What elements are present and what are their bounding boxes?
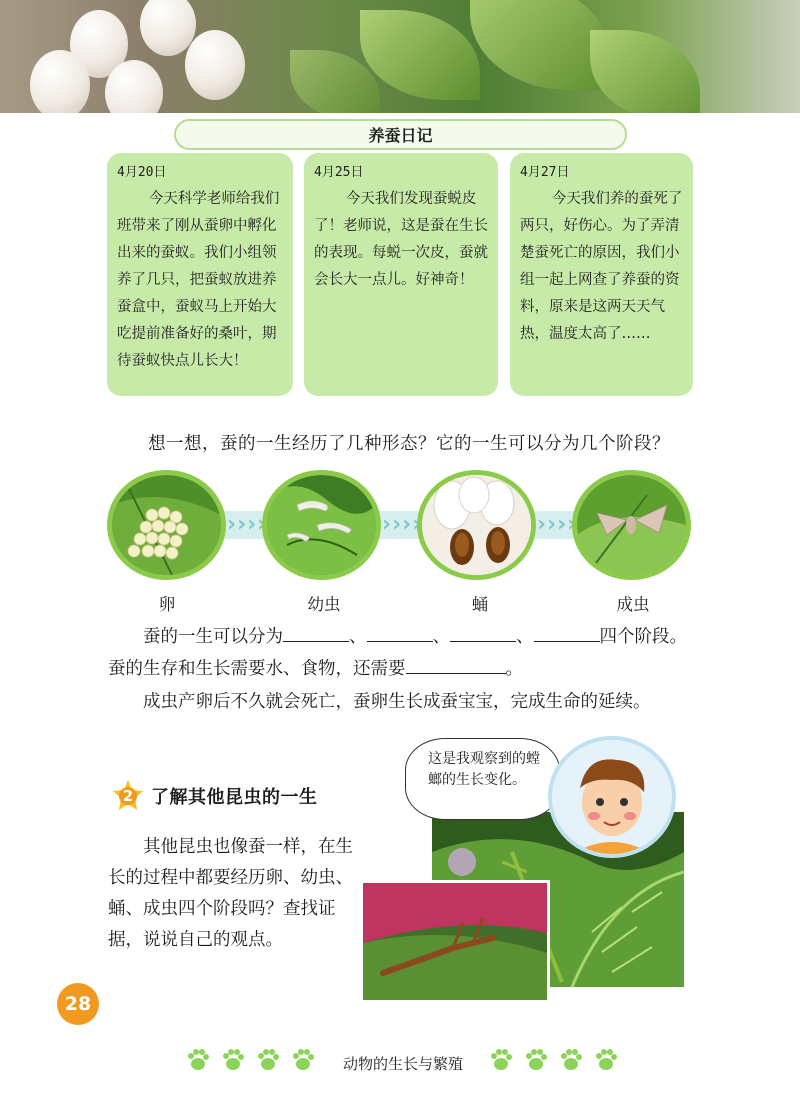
diary-date: 4月27日 — [520, 165, 570, 180]
paw-icon — [257, 1048, 279, 1072]
paw-icon — [187, 1048, 209, 1072]
larva-stage-photo — [262, 470, 381, 580]
pupa-stage-photo — [417, 470, 536, 580]
diary-card — [304, 153, 498, 396]
page-number: 28 — [57, 983, 99, 1025]
diary-note: 今天我们发现蚕蜕皮了！老师说，这是蚕在生长的表现。每蜕一次皮，蚕就会长大一点儿。好神奇！ — [314, 191, 488, 288]
footer-chapter-title: 动物的生长与繁殖 — [342, 1055, 463, 1073]
paw-icon — [525, 1048, 547, 1072]
fill-in-paragraph — [108, 621, 698, 685]
diary-note: 今天科学老师给我们班带来了刚从蚕卵中孵化出来的蚕蚁。我们小组领养了几只，把蚕蚁放进养蚕盒中，蚕蚁马上开始大吃提前准备好的桑叶，期待蚕蚁快点儿长大！ — [117, 191, 280, 369]
diary-card — [510, 153, 693, 396]
egg-shape — [185, 30, 245, 100]
diary-date: 4月25日 — [314, 165, 364, 180]
paw-icon — [595, 1048, 617, 1072]
answer-blank[interactable] — [450, 624, 516, 642]
star-number-badge — [111, 779, 145, 813]
stage-label-pupa: 蛹 — [471, 595, 489, 614]
paw-icon — [222, 1048, 244, 1072]
stage-arrow: › › › › — [221, 511, 272, 539]
fill-in-text: 四个阶段。蚕的生存和生长需要水、食物，还需要 — [108, 627, 687, 679]
header-photo-banner — [0, 0, 800, 113]
stage-label-egg: 卵 — [158, 595, 176, 614]
conclusion-paragraph: 成虫产卵后不久就会死亡，蚕卵生长成蚕宝宝，完成生命的延续。 — [143, 692, 651, 712]
leaf-shape — [470, 0, 610, 90]
answer-blank[interactable] — [367, 624, 433, 642]
egg-stage-photo — [107, 470, 226, 580]
section-title: 了解其他昆虫的一生 — [151, 787, 318, 808]
paw-icon — [490, 1048, 512, 1072]
stage-label-adult: 成虫 — [616, 595, 650, 614]
leaf-shape — [590, 30, 700, 113]
fill-in-text: 蚕的一生可以分为 — [143, 627, 283, 647]
thinking-question: 想一想，蚕的一生经历了几种形态？它的一生可以分为几个阶段？ — [148, 434, 670, 454]
answer-blank[interactable] — [406, 656, 506, 674]
section-heading — [111, 779, 318, 813]
separator: 、 — [349, 627, 367, 647]
paw-icon — [560, 1048, 582, 1072]
stage-label-larva: 幼虫 — [307, 595, 341, 614]
stage-arrow: › › › › — [531, 511, 582, 539]
diary-date: 4月20日 — [117, 165, 167, 180]
fill-in-end: 。 — [505, 659, 523, 679]
diary-title: 养蚕日记 — [174, 119, 627, 150]
section-body-text: 其他昆虫也像蚕一样，在生长的过程中都要经历卵、幼虫、蛹、成虫四个阶段吗？查找证据，说说自己的观点。 — [108, 837, 353, 950]
stage-arrow: › › › › — [376, 511, 427, 539]
answer-blank[interactable] — [283, 624, 349, 642]
speech-bubble — [405, 738, 560, 820]
egg-shape — [105, 60, 163, 113]
boy-illustration — [548, 736, 676, 858]
paw-icon — [292, 1048, 314, 1072]
separator: 、 — [432, 627, 450, 647]
diary-card — [107, 153, 293, 396]
mantis-photo — [360, 880, 550, 1003]
egg-shape — [30, 50, 90, 113]
diary-note: 今天我们养的蚕死了两只，好伤心。为了弄清楚蚕死亡的原因，我们小组一起上网查了养蚕的资料，原来是这两天天气热，温度太高了…… — [520, 191, 683, 342]
adult-stage-photo — [572, 470, 691, 580]
speech-bubble-text: 这是我观察到的螳螂的生长变化。 — [428, 751, 540, 788]
separator: 、 — [516, 627, 534, 647]
answer-blank[interactable] — [534, 624, 600, 642]
section-number: 2 — [122, 787, 134, 805]
